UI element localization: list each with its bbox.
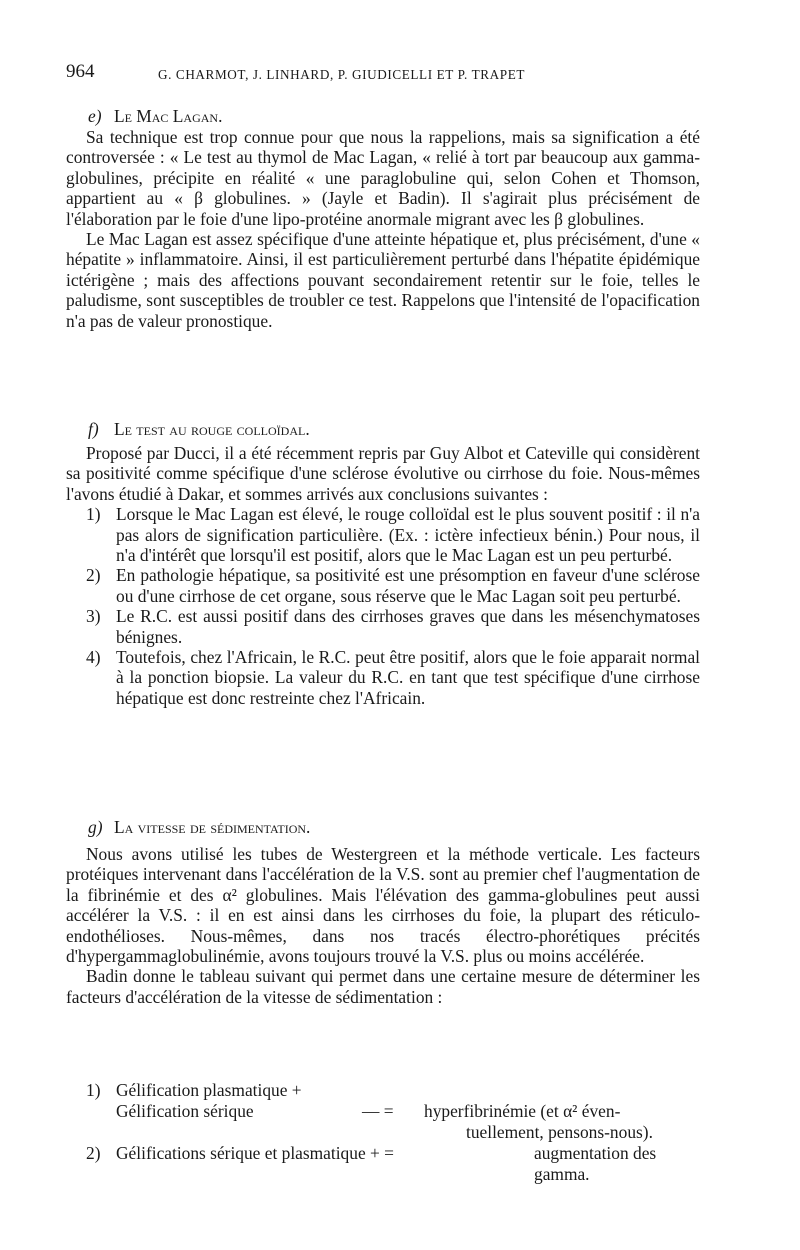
section-f-heading [66,419,700,441]
list-item [66,565,700,606]
section-e-letter: e) [88,106,102,126]
section-g-letter: g) [88,817,103,837]
section-g-body [66,844,700,1007]
section-e-paragraph-2: Le Mac Lagan est assez spécifique d'une atteinte hépatique et, plus précisément, d'une « hépatite » inflammatoire. Ainsi, il est particulièrement perturbé dans l'hépatite épidémique ictérigène ; mais des affections pouvant secondairement retentir sur le foie, telles le paludisme, sont susceptibles de troubler ce test. Rappelons que l'intensité de l'opacification n'a pas de valeur pronostique. [66,229,700,331]
tableau-row [66,1164,700,1185]
tableau-row [66,1101,700,1122]
page-number: 964 [66,61,95,82]
list-item-number: 1) [86,504,101,525]
tableau-left: Gélification plasmatique + [116,1080,302,1100]
section-f-letter: f) [88,419,99,439]
section-g-title: La vitesse de sédimentation. [114,817,311,837]
section-g-paragraph-1: Nous avons utilisé les tubes de Westergreen et la méthode verticale. Les facteurs protéiques intervenant dans l'accélération de la V.S. sont au premier chef l'augmentation de la fibrinémie et des α² globulines. Mais l'élévation des gamma-globulines peut aussi accélérer la V.S. : il en est ainsi dans les cirrhoses du foie, la plupart des réticulo-endothélioses. Nous-mêmes, dans nos tracés électro-phorétiques précités d'hypergammaglobulinémie, avons toujours trouvé la V.S. plus ou moins accélérée. [66,844,700,967]
list-item [66,504,700,565]
tableau-right: hyperfibrinémie (et α² éven- [424,1101,621,1121]
section-f-title: Le test au rouge colloïdal. [114,419,310,439]
list-item-text: Lorsque le Mac Lagan est élevé, le rouge colloïdal est le plus souvent positif : il n'a pas alors de signification particulière. (Ex. : ictère infectieux bénin.) Pour nous, il n'a d'intérêt que lorsqu'il est positif, alors que le Mac Lagan est un peu perturbé. [116,504,700,566]
tableau-right: gamma. [534,1164,590,1184]
section-e-title: Le Mac Lagan. [114,106,223,126]
list-item-number: 3) [86,606,101,627]
section-e-paragraph-1: Sa technique est trop connue pour que nous la rappelions, mais sa signification a été controversée : « Le test au thymol de Mac Lagan, « relié à tort par beaucoup aux gamma-globulines, précipite en réalité « une paraglobuline qui, selon Cohen et Thomson, appartient au « β globulines. » (Jayle et Badin). Il s'agirait plus précisément de l'élaboration par le foie d'une lipo-protéine anormale migrant avec les β globulines. [66,127,700,229]
tableau-right: augmentation des [534,1143,657,1163]
section-f-conclusions-list [66,504,700,708]
section-g-paragraph-2: Badin donne le tableau suivant qui permet dans une certaine mesure de déterminer les facteurs d'accélération de la vitesse de sédimentation : [66,966,700,1007]
page [66,0,700,1250]
tableau-number: 2) [86,1143,101,1163]
section-f-body [66,443,700,708]
list-item [66,606,700,647]
tableau-number: 1) [86,1080,101,1100]
list-item-text: Le R.C. est aussi positif dans des cirrhoses graves que dans les mésenchymatoses bénignes. [116,606,700,647]
tableau-row [66,1122,700,1143]
list-item-number: 2) [86,565,101,586]
running-head-authors: G. CHARMOT, J. LINHARD, P. GIUDICELLI ET P. TRAPET [158,67,526,82]
running-head [66,62,700,86]
tableau-sign: — = [362,1101,394,1121]
tableau-row [66,1143,700,1164]
list-item [66,647,700,708]
tableau-right: tuellement, pensons-nous). [466,1122,653,1142]
tableau-row [66,1080,700,1101]
tableau-left: Gélification sérique [116,1101,254,1121]
list-item-number: 4) [86,647,101,668]
tableau-left: Gélifications sérique et plasmatique + = [116,1143,394,1163]
list-item-text: En pathologie hépatique, sa positivité est une présomption en faveur d'une sclérose ou d'une cirrhose de cet organe, sous réserve que le Mac Lagan soit peu perturbé. [116,565,700,606]
section-f-intro: Proposé par Ducci, il a été récemment repris par Guy Albot et Cateville qui considèrent sa positivité comme spécifique d'une sclérose évolutive ou cirrhose du foie. Nous-mêmes l'avons étudié à Dakar, et sommes arrivés aux conclusions suivantes : [66,443,700,504]
section-e-heading [66,106,700,128]
section-e-body [66,127,700,331]
badin-tableau [66,1080,700,1185]
section-g-heading [66,817,700,839]
list-item-text: Toutefois, chez l'Africain, le R.C. peut être positif, alors que le foie apparait normal à la ponction biopsie. La valeur du R.C. en tant que test spécifique d'une cirrhose hépatique est donc restreinte chez l'Africain. [116,647,700,708]
